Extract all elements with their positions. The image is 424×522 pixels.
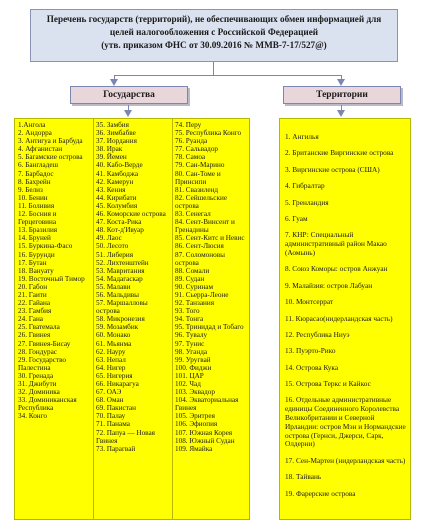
state-item: 30. Гренада	[18, 371, 54, 380]
state-item: 17. Бутан	[18, 258, 47, 267]
state-item: 102. Чад	[175, 380, 201, 388]
state-item: 64. Нигер	[96, 363, 126, 372]
state-item: 24. Гана	[18, 315, 43, 324]
territory-item: 13. Пуэрто-Рико	[285, 346, 336, 356]
state-item: 1.Ангола	[18, 121, 46, 129]
state-item: 8. Бахрейн	[18, 177, 51, 186]
column-divider	[93, 119, 94, 519]
state-item: 88. Сомали	[175, 266, 210, 275]
state-item: 10. Бенин	[18, 193, 48, 202]
state-item: 94. Тонга	[175, 315, 204, 324]
state-item: 105. Эритрея	[175, 412, 215, 421]
state-item: 14. Бруней	[18, 234, 51, 243]
state-item: 15. Буркина-Фасо	[18, 242, 73, 251]
state-item: 44. Кирибати	[96, 193, 137, 202]
state-item: 66. Никарагуа	[96, 380, 139, 388]
state-item: 43. Кения	[96, 185, 126, 194]
state-item: 67. ОАЭ	[96, 388, 122, 397]
state-item: 4. Афганистан	[18, 145, 63, 154]
state-item: 33. Доминиканская Республика	[18, 396, 77, 413]
state-item: 38. Ирак	[96, 145, 123, 154]
state-item: 7. Барбадос	[18, 169, 54, 178]
territory-item: 3. Виргинские острова (США)	[285, 164, 380, 174]
territories-header-label: Территории	[316, 90, 368, 100]
state-item: 23. Гамбия	[18, 307, 52, 316]
state-item: 71. Панама	[96, 420, 130, 429]
state-item: 63. Непал	[96, 355, 126, 364]
state-item: 20. Габон	[18, 282, 48, 291]
state-item: 92. Танзания	[175, 299, 215, 308]
state-item: 69. Пакистан	[96, 404, 136, 413]
state-item: 93. Того	[175, 307, 200, 316]
state-item: 104. Экваториальная Гвинея	[175, 396, 239, 413]
state-item: 51. Либерия	[96, 250, 134, 259]
state-item: 99. Уругвай	[175, 355, 211, 364]
title-line-2: целей налогообложения с Российской Федерацией	[109, 27, 319, 37]
arrow-right-icon	[337, 79, 345, 86]
state-item: 32. Доминика	[18, 388, 60, 397]
state-item: 31. Джибути	[18, 380, 57, 388]
state-item: 74. Перу	[175, 121, 202, 129]
territory-item: 7. КНР: Специальный административный район Макао (Аомынь)	[285, 230, 387, 257]
state-item: 65. Нигерия	[96, 371, 133, 380]
state-item: 57. Маршалловы острова	[96, 299, 148, 316]
state-item: 96. Тувалу	[175, 331, 208, 340]
states-column-3	[175, 121, 249, 453]
territories-list-box	[279, 118, 411, 520]
state-item: 72. Папуа — Новая Гвинея	[96, 428, 155, 445]
state-item: 98. Уганда	[175, 347, 208, 356]
state-item: 75. Республика Конго	[175, 129, 242, 138]
territory-item: 2. Британские Виргинские острова	[285, 148, 394, 158]
state-item: 25. Гватемала	[18, 323, 60, 332]
state-item: 109. Ямайка	[175, 444, 213, 453]
state-item: 77. Сальвадор	[175, 145, 219, 154]
states-header-label: Государства	[103, 90, 155, 100]
state-item: 85. Сент-Китс и Невис	[175, 234, 245, 243]
state-item: 6. Бангладеш	[18, 161, 59, 170]
territories-column	[285, 133, 409, 506]
state-item: 13. Бразилия	[18, 226, 58, 235]
states-column-2	[96, 121, 170, 453]
state-item: 78. Самоа	[175, 153, 206, 162]
territory-item: 11. Кюрасао(нидерландская часть)	[285, 313, 393, 323]
territory-item: 8. Союз Коморы: остров Анжуан	[285, 264, 388, 274]
territory-item: 9. Малайзия: остров Лабуан	[285, 280, 373, 290]
state-item: 19. Восточный Тимор	[18, 274, 85, 283]
state-item: 101. ЦАР	[175, 371, 204, 380]
territory-item: 1. Ангилья	[285, 132, 319, 141]
state-item: 61. Мьянма	[96, 339, 132, 348]
state-item: 79. Сан-Марино	[175, 161, 225, 170]
state-item: 58. Микронезия	[96, 315, 145, 324]
state-item: 70. Палау	[96, 412, 126, 421]
state-item: 21. Гаити	[18, 290, 47, 299]
states-list-box	[14, 118, 250, 520]
territory-item: 16. Отдельные административные единицы Соединенного Королевства Великобритании и Северной Ирландии: остров Мэн и Нормандские острова (Гернси, Джерси, Сарк, Олдерни)	[285, 395, 406, 449]
state-item: 80. Сан-Томе и Принсипи	[175, 169, 221, 186]
state-item: 49. Лаос	[96, 234, 122, 243]
state-item: 28. Гондурас	[18, 347, 57, 356]
territory-item: 4. Гибралтар	[285, 181, 325, 191]
state-item: 90. Суринам	[175, 282, 214, 291]
state-item: 11. Боливия	[18, 201, 55, 210]
state-item: 84. Сент-Винсент и Гренадины	[175, 218, 235, 235]
territory-item: 19. Фарерские острова	[285, 488, 356, 498]
state-item: 29. Государство Палестина	[18, 355, 67, 372]
state-item: 83. Сенегал	[175, 210, 211, 219]
state-item: 12. Босния и Герцеговина	[18, 210, 57, 227]
state-item: 18. Вануату	[18, 266, 54, 275]
state-item: 22. Гайана	[18, 299, 51, 308]
state-item: 103. Эквадор	[175, 388, 215, 397]
state-item: 5. Багамские острова	[18, 153, 83, 162]
state-item: 47. Коста-Рика	[96, 218, 142, 227]
state-item: 91. Сьерра-Леоне	[175, 290, 229, 299]
state-item: 56. Мальдивы	[96, 290, 140, 299]
arrow-states-icon	[124, 110, 132, 117]
state-item: 68. Оман	[96, 396, 124, 405]
column-divider	[172, 119, 173, 519]
state-item: 55. Малави	[96, 282, 131, 291]
territory-item: 15. Острова Теркс и Кайкос	[285, 379, 371, 389]
state-item: 46. Коморские острова	[96, 210, 166, 219]
territory-item: 12. Республика Ниуэ	[285, 329, 350, 339]
territory-item: 10. Монтсеррат	[285, 297, 334, 307]
connector-trunk	[213, 62, 214, 75]
state-item: 106. Эфиопия	[175, 420, 218, 429]
state-item: 2. Андорра	[18, 129, 52, 138]
state-item: 16. Бурунди	[18, 250, 55, 259]
territory-item: 18. Тайвань	[285, 472, 322, 482]
state-item: 54. Мадагаскар	[96, 274, 143, 283]
state-item: 81. Свазиленд	[175, 185, 219, 194]
state-item: 41. Камбоджа	[96, 169, 139, 178]
state-item: 40. Кабо-Верде	[96, 161, 143, 170]
state-item: 60. Монако	[96, 331, 131, 340]
state-item: 86. Сент-Люсия	[175, 242, 224, 251]
state-item: 89. Судан	[175, 274, 205, 283]
arrow-left-icon	[110, 79, 118, 86]
state-item: 53. Мавритания	[96, 266, 145, 275]
state-item: 9. Белиз	[18, 185, 43, 194]
title-box	[30, 9, 398, 62]
state-item: 37. Иордания	[96, 137, 137, 146]
state-item: 26. Гвинея	[18, 331, 51, 340]
states-column-1	[18, 121, 91, 420]
state-item: 97. Тунис	[175, 339, 205, 348]
state-item: 100. Фиджи	[175, 363, 212, 372]
state-item: 52. Лихтенштейн	[96, 258, 149, 267]
state-item: 27. Гвинея-Бисау	[18, 339, 71, 348]
state-item: 76. Руанда	[175, 137, 208, 146]
state-item: 3. Антигуа и Барбуда	[18, 137, 83, 146]
territory-item: 5. Гренландия	[285, 197, 329, 207]
territory-item: 14. Острова Кука	[285, 362, 339, 372]
states-header	[70, 86, 188, 104]
state-item: 108. Южный Судан	[175, 436, 235, 445]
arrow-territories-icon	[337, 110, 345, 117]
state-item: 42. Камерун	[96, 177, 134, 186]
state-item: 36. Зимбабве	[96, 129, 136, 138]
title-line-1: Перечень государств (территорий), не обеспечивающих обмен информацией для	[46, 14, 382, 24]
territories-header	[283, 86, 401, 104]
state-item: 82. Сейшельские острова	[175, 193, 228, 210]
state-item: 62. Науру	[96, 347, 126, 356]
state-item: 87. Соломоновы острова	[175, 250, 225, 267]
state-item: 95. Тринидад и Тобаго	[175, 323, 244, 332]
connector-horizontal	[114, 75, 342, 76]
state-item: 34. Конго	[18, 412, 48, 421]
territory-item: 17. Сен-Мартен (нидерландская часть)	[285, 455, 406, 465]
state-item: 39. Йемен	[96, 153, 127, 162]
title-line-3: (утв. приказом ФНС от 30.09.2016 № ММВ-7-17/527@)	[101, 40, 327, 50]
state-item: 59. Мозамбик	[96, 323, 139, 332]
state-item: 35. Замбия	[96, 121, 129, 129]
state-item: 73. Парагвай	[96, 444, 136, 453]
state-item: 45. Колумбия	[96, 201, 138, 210]
state-item: 50. Лесото	[96, 242, 129, 251]
state-item: 107. Южная Корея	[175, 428, 233, 437]
state-item: 48. Кот-д'Ивуар	[96, 226, 144, 235]
territory-item: 6. Гуам	[285, 213, 308, 223]
